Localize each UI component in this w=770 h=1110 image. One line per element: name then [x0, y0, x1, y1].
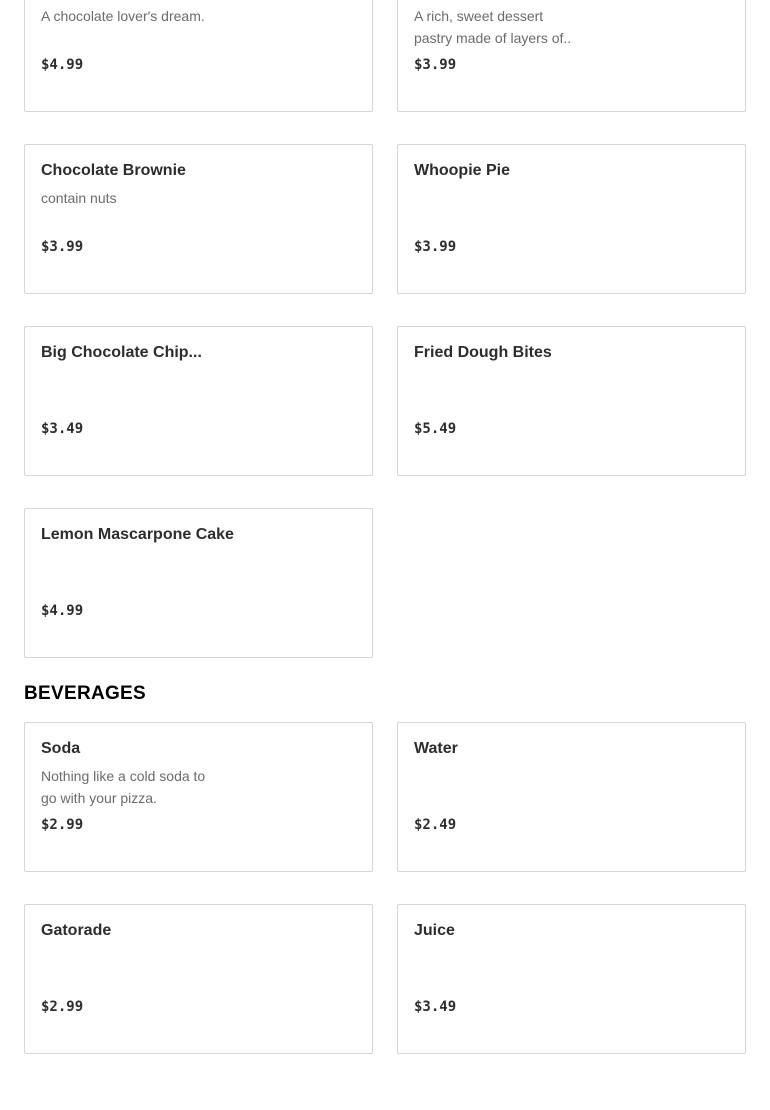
item-price: $2.49 [414, 817, 457, 833]
beverages-grid [24, 722, 746, 1054]
menu-page [24, 0, 746, 1054]
item-price: $3.99 [414, 239, 457, 255]
item-price: $4.99 [41, 57, 84, 73]
item-price: $3.99 [41, 239, 84, 255]
item-name: Whoopie Pie [414, 162, 510, 179]
menu-item-card[interactable] [397, 144, 746, 294]
item-description: A rich, sweet dessert pastry made of layers of.. [414, 8, 572, 46]
menu-item-card[interactable] [24, 904, 373, 1054]
menu-item-card[interactable] [397, 0, 746, 112]
item-name: Gatorade [41, 922, 112, 939]
section-title-beverages: BEVERAGES [24, 683, 147, 704]
menu-item-card[interactable] [397, 722, 746, 872]
item-name: Fried Dough Bites [414, 344, 552, 361]
item-name: Chocolate Brownie [41, 162, 186, 179]
menu-item-card[interactable] [24, 722, 373, 872]
item-description: A chocolate lover's dream. [41, 8, 205, 24]
item-price: $3.49 [41, 421, 84, 437]
item-price: $2.99 [41, 817, 84, 833]
item-price: $3.49 [414, 999, 457, 1015]
menu-item-card[interactable] [397, 326, 746, 476]
item-name: Water [414, 740, 458, 757]
menu-item-card[interactable] [24, 326, 373, 476]
menu-item-card[interactable] [24, 508, 373, 658]
item-name: Lemon Mascarpone Cake [41, 526, 234, 543]
item-name: Soda [41, 740, 81, 757]
menu-item-card[interactable] [24, 0, 373, 112]
menu-item-card[interactable] [24, 144, 373, 294]
menu-item-card[interactable] [397, 904, 746, 1054]
item-name: Juice [414, 922, 455, 939]
item-price: $3.99 [414, 57, 457, 73]
item-price: $5.49 [414, 421, 457, 437]
item-description: contain nuts [41, 190, 117, 206]
item-price: $4.99 [41, 603, 84, 619]
item-name: Big Chocolate Chip... [41, 344, 202, 361]
item-price: $2.99 [41, 999, 84, 1015]
item-description: Nothing like a cold soda to go with your pizza. [41, 768, 206, 806]
desserts-grid [24, 0, 746, 658]
